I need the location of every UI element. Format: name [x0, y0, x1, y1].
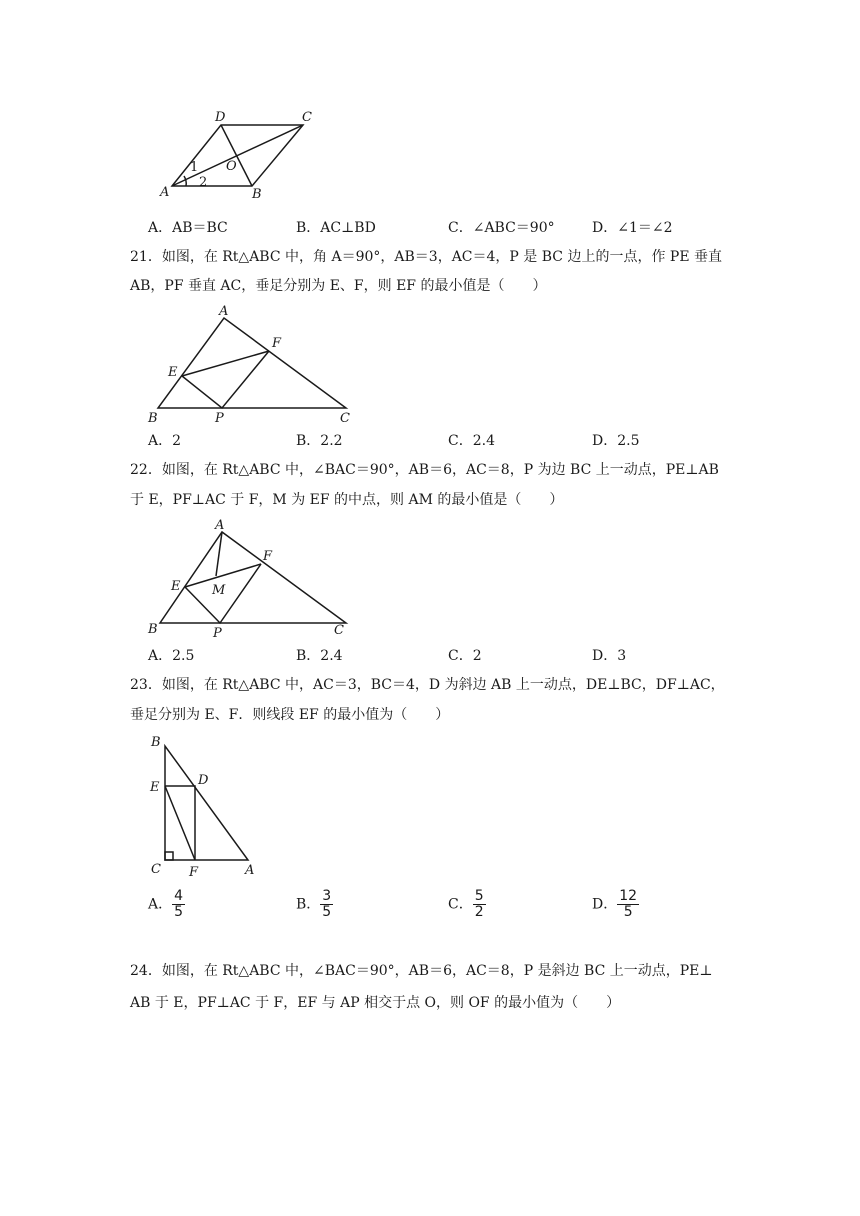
q23-option-a-fraction	[172, 889, 185, 920]
q21-label-f: F	[272, 336, 282, 351]
q21-rectangle-aepf	[182, 351, 269, 408]
q23-option-c[interactable]	[448, 889, 486, 920]
q23-option-b-letter: B．	[296, 896, 321, 913]
q23-label-a: A	[245, 863, 255, 878]
q21-text-line1: 21．如图，在 Rt△ABC 中，角 A＝90°，AB＝3，AC＝4，P 是 BC 边上的一点，作 PE 垂直	[130, 249, 722, 265]
q21-label-b: B	[148, 411, 158, 426]
q20-label-a: A	[160, 185, 170, 200]
q23-option-b[interactable]	[296, 889, 333, 920]
q22-label-f: F	[263, 549, 273, 564]
q24-text-line2: AB 于 E，PF⊥AC 于 F，EF 与 AP 相交于点 O，则 OF 的最小值为（ ）	[130, 995, 621, 1011]
q23-segment-ef	[165, 786, 195, 860]
q20-diagonal-bd	[221, 125, 252, 186]
q23-option-b-denominator: 5	[322, 904, 332, 920]
q22-text-line1: 22．如图，在 Rt△ABC 中，∠BAC＝90°，AB＝6，AC＝8，P 为边 BC 上一动点，PE⊥AB	[130, 462, 719, 478]
q23-option-b-numerator: 3	[322, 888, 332, 904]
q21-option-b[interactable]: B．2.2	[296, 433, 343, 449]
q20-label-d: D	[215, 110, 226, 125]
q20-figure	[150, 105, 330, 205]
q22-label-m: M	[212, 583, 226, 598]
q21-label-c: C	[340, 411, 350, 426]
q23-option-d-fraction	[617, 889, 639, 920]
q23-option-a-denominator: 5	[174, 904, 184, 920]
q23-label-d: D	[198, 773, 209, 788]
q23-option-c-numerator: 5	[474, 888, 484, 904]
q23-option-d-numerator: 12	[619, 888, 638, 904]
q22-label-p: P	[213, 626, 222, 641]
q23-label-f: F	[189, 865, 199, 880]
q23-text-line1: 23．如图，在 Rt△ABC 中，AC＝3，BC＝4，D 为斜边 AB 上一动点，DE⊥BC，DF⊥AC，	[130, 677, 725, 693]
q21-option-c[interactable]: C．2.4	[448, 433, 495, 449]
q21-figure	[140, 300, 360, 430]
q21-option-d[interactable]: D．2.5	[592, 433, 640, 449]
q24-text-line1: 24．如图，在 Rt△ABC 中，∠BAC＝90°，AB＝6，AC＝8，P 是斜边 BC 上一动点，PE⊥	[130, 963, 713, 979]
q22-option-d[interactable]: D．3	[592, 648, 627, 664]
q20-label-1: 1	[190, 160, 199, 175]
q22-label-a: A	[215, 518, 225, 533]
q23-triangle-abc	[165, 746, 248, 860]
q23-option-a-letter: A．	[148, 896, 173, 913]
q23-option-b-fraction	[320, 889, 333, 920]
q20-option-b[interactable]: B．AC⊥BD	[296, 220, 376, 236]
q23-option-c-denominator: 2	[474, 904, 484, 920]
q22-option-a[interactable]: A．2.5	[148, 648, 195, 664]
q21-label-e: E	[168, 365, 178, 380]
q23-right-angle-mark	[165, 852, 173, 860]
q23-option-a[interactable]	[148, 889, 185, 920]
q21-triangle-abc	[158, 318, 346, 408]
q23-label-c: C	[151, 862, 161, 877]
q21-label-a: A	[219, 304, 229, 319]
q23-option-d[interactable]	[592, 889, 639, 920]
q21-label-p: P	[215, 411, 224, 426]
q22-option-c[interactable]: C．2	[448, 648, 482, 664]
q21-text-line2: AB，PF 垂直 AC，垂足分别为 E、F，则 EF 的最小值是（ ）	[130, 278, 547, 294]
q20-option-d[interactable]: D．∠1＝∠2	[592, 220, 673, 236]
q21-option-a[interactable]: A．2	[148, 433, 182, 449]
q20-label-c: C	[302, 110, 312, 125]
q22-text-line2: 于 E，PF⊥AC 于 F，M 为 EF 的中点，则 AM 的最小值是（ ）	[130, 492, 564, 508]
q23-option-d-letter: D．	[592, 896, 618, 913]
q23-label-e: E	[150, 780, 160, 795]
q20-option-c[interactable]: C．∠ABC＝90°	[448, 220, 555, 236]
q22-label-c: C	[334, 623, 344, 638]
q22-triangle-abc	[160, 532, 346, 623]
q21-segment-ef	[182, 351, 269, 376]
q20-label-2: 2	[199, 175, 208, 190]
q20-option-a[interactable]: A．AB＝BC	[148, 220, 228, 236]
q22-figure	[140, 512, 360, 642]
q22-label-b: B	[148, 622, 158, 637]
q22-option-b[interactable]: B．2.4	[296, 648, 343, 664]
q23-figure	[140, 728, 270, 880]
q23-option-c-fraction	[473, 889, 486, 920]
q23-option-a-numerator: 4	[174, 888, 184, 904]
q23-option-c-letter: C．	[448, 896, 473, 913]
q23-text-line2: 垂足分别为 E、F．则线段 EF 的最小值为（ ）	[130, 707, 450, 723]
q23-option-d-denominator: 5	[623, 904, 633, 920]
q20-label-o: O	[226, 159, 237, 174]
q20-diagonal-ac	[172, 125, 303, 186]
q20-label-b: B	[252, 187, 262, 202]
q22-label-e: E	[171, 579, 181, 594]
q23-label-b: B	[151, 735, 161, 750]
